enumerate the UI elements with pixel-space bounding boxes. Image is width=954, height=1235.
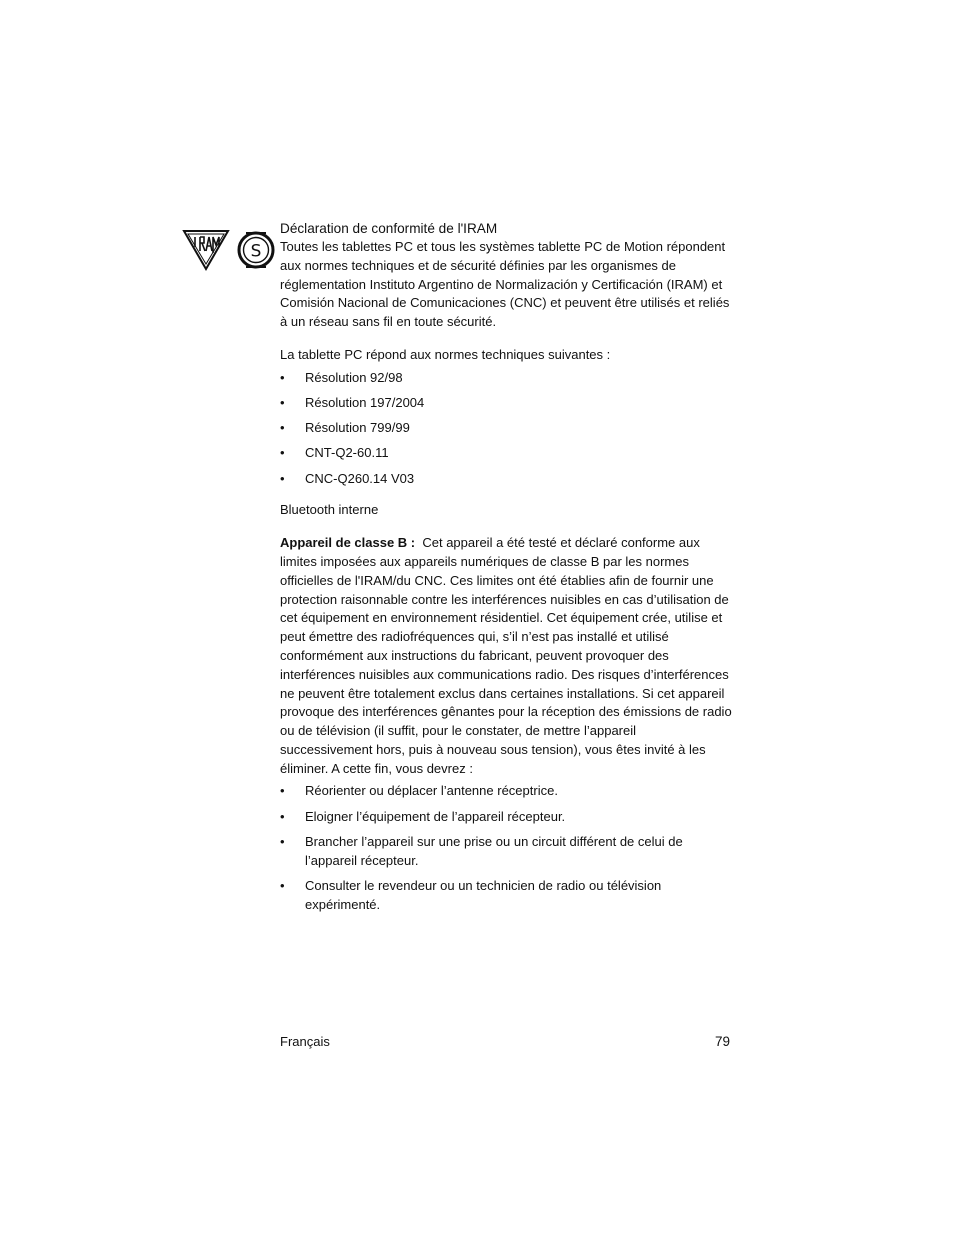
class-b-label: Appareil de classe B :: [280, 535, 416, 551]
class-b-text: Cet appareil a été testé et déclaré conforme aux limites imposées aux appareils numériques de classe B par les normes officielles de l'IRAM/du CNC. Ces limites ont été établies afin de fournir une protection raisonnable contre les interférences nuisibles en cas d’utilisation de cet équipement en environnement résidentiel. Cet équipement crée, utilise et peut émettre des radiofréquences qui, s’il n’est pas installé et utilisé conformément aux instructions du fabricant, peuvent provoquer des interférences nuisibles aux communications radio. Des risques d’interférences ne peuvent être totalement exclus dans certaines installations. Si cet appareil provoque des interférences gênantes pour la réception des émissions de radio ou de télévision (il suffit, pour le constater, de mettre l’appareil successivement hors, puis à nouveau sous tension), vous êtes invité à les éliminer. A cette fin, vous devrez :: [280, 535, 732, 776]
list-item: • Brancher l’appareil sur une prise ou un circuit différent de celui de l’appareil récepteur.: [280, 833, 732, 871]
footer-language: Français: [280, 1034, 330, 1049]
list-item: • CNT-Q2-60.11: [280, 444, 732, 463]
iram-declaration-section: [280, 220, 732, 921]
list-item: • Résolution 197/2004: [280, 394, 732, 413]
list-item: • Résolution 92/98: [280, 369, 732, 388]
measures-list: [280, 782, 732, 914]
standards-intro: La tablette PC répond aux normes techniques suivantes :: [280, 346, 611, 362]
list-item: • Eloigner l’équipement de l’appareil récepteur.: [280, 808, 732, 827]
intro-paragraph: Toutes les tablettes PC et tous les systèmes tablette PC de Motion répondent aux normes techniques et de sécurité définies par les organismes de réglementation Instituto Argentino de Normalización y Certificación (IRAM) et Comisión Nacional de Comunicaciones (CNC) et peuvent être utilisés et reliés à un réseau sans fil en toute sécurité.: [280, 239, 730, 330]
list-item: • Résolution 799/99: [280, 419, 732, 438]
iram-logo: [182, 229, 230, 271]
list-item: • Réorienter ou déplacer l’antenne réceptrice.: [280, 782, 732, 801]
bluetooth-note: Bluetooth interne: [280, 502, 379, 518]
s-mark-logo: [237, 229, 275, 271]
section-title: Déclaration de conformité de l'IRAM: [280, 221, 498, 236]
list-item: • Consulter le revendeur ou un technicien de radio ou télévision expérimenté.: [280, 877, 732, 915]
class-b-paragraph: [280, 534, 732, 778]
svg-text:S: S: [250, 241, 262, 262]
page-number: 79: [714, 1034, 730, 1049]
list-item: • CNC-Q260.14 V03: [280, 470, 732, 489]
standards-list: [280, 369, 732, 489]
